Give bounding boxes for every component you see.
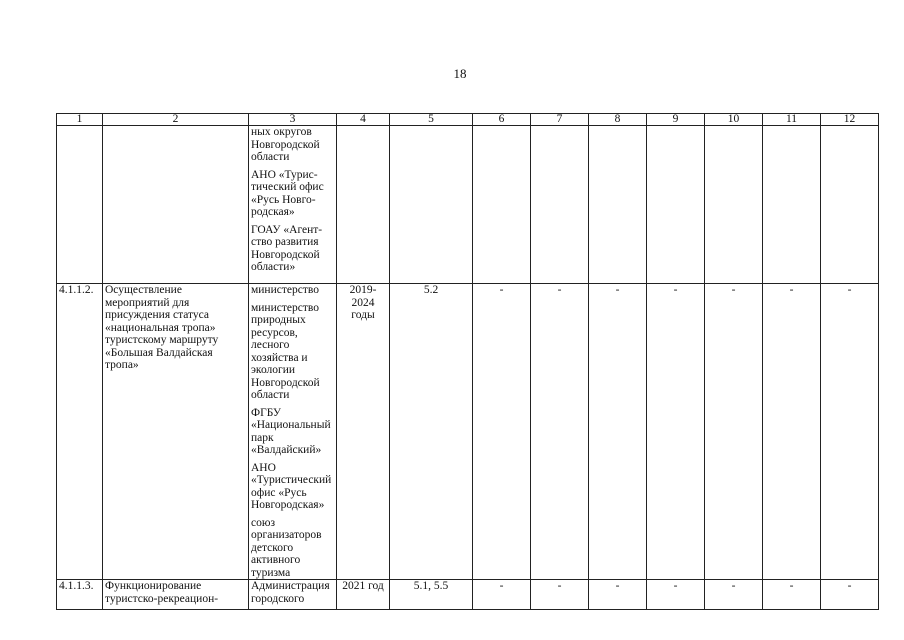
- row-executors: [249, 126, 337, 284]
- header-row: [57, 114, 879, 126]
- row-code: [57, 126, 103, 284]
- row-value: -: [821, 580, 879, 610]
- row-period: 2019-2024 годы: [337, 284, 390, 580]
- table-row: [57, 284, 879, 580]
- row-value: -: [705, 580, 763, 610]
- row-period: [337, 126, 390, 284]
- column-header: 2: [103, 114, 249, 126]
- executor-entry: АНО «Туристический офис «Русь Новгородская»: [251, 461, 332, 511]
- row-executors: [249, 580, 337, 610]
- row-value: -: [531, 580, 589, 610]
- row-value: -: [647, 284, 705, 580]
- column-header: 7: [531, 114, 589, 126]
- row-value: -: [763, 284, 821, 580]
- executor-entry: ГОАУ «Агент-ство развития Новгородской области»: [251, 223, 323, 273]
- row-value: -: [821, 284, 879, 580]
- column-header: 5: [390, 114, 473, 126]
- table-row: [57, 126, 879, 284]
- row-code: 4.1.1.2.: [57, 284, 103, 580]
- row-value: -: [473, 284, 531, 580]
- row-name: Осуществление мероприятий для присуждения статуса «национальная тропа» туристскому маршруту «Большая Валдайская тропа»: [103, 284, 249, 580]
- program-table: [56, 113, 879, 610]
- row-value: [473, 126, 531, 284]
- executor-entry: ФГБУ «Национальный парк «Валдайский»: [251, 406, 331, 456]
- column-header: 9: [647, 114, 705, 126]
- row-value: [763, 126, 821, 284]
- row-period: 2021 год: [337, 580, 390, 610]
- row-value: -: [473, 580, 531, 610]
- executor-entry: ных округов Новгородской области: [251, 126, 320, 163]
- row-code: 4.1.1.3.: [57, 580, 103, 610]
- executor-entry: АНО «Турис-тический офис «Русь Новго-родская»: [251, 168, 324, 218]
- row-value: -: [763, 580, 821, 610]
- row-value: [821, 126, 879, 284]
- row-value: [531, 126, 589, 284]
- column-header: 11: [763, 114, 821, 126]
- column-header: 10: [705, 114, 763, 126]
- row-value: -: [705, 284, 763, 580]
- row-executors: [249, 284, 337, 580]
- executor-entry: министерство природных ресурсов, лесного хозяйства и экологии Новгородской области: [251, 301, 320, 401]
- row-value: [647, 126, 705, 284]
- table-row: [57, 580, 879, 610]
- column-header: 3: [249, 114, 337, 126]
- executor-entry: Администрация городского: [251, 580, 330, 605]
- row-target: [390, 126, 473, 284]
- row-value: -: [647, 580, 705, 610]
- executor-entry: министерство: [251, 284, 319, 296]
- column-header: 1: [57, 114, 103, 126]
- page-number: 18: [453, 66, 467, 81]
- row-target: 5.1, 5.5: [390, 580, 473, 610]
- column-header: 4: [337, 114, 390, 126]
- row-value: -: [589, 284, 647, 580]
- column-header: 6: [473, 114, 531, 126]
- executor-entry: союз организаторов детского активного туризма: [251, 516, 322, 579]
- column-header: 8: [589, 114, 647, 126]
- row-value: -: [589, 580, 647, 610]
- row-target: 5.2: [390, 284, 473, 580]
- row-value: -: [531, 284, 589, 580]
- row-value: [705, 126, 763, 284]
- row-name: Функционирование туристско-рекреацион-: [103, 580, 249, 610]
- row-value: [589, 126, 647, 284]
- column-header: 12: [821, 114, 879, 126]
- row-name: [103, 126, 249, 284]
